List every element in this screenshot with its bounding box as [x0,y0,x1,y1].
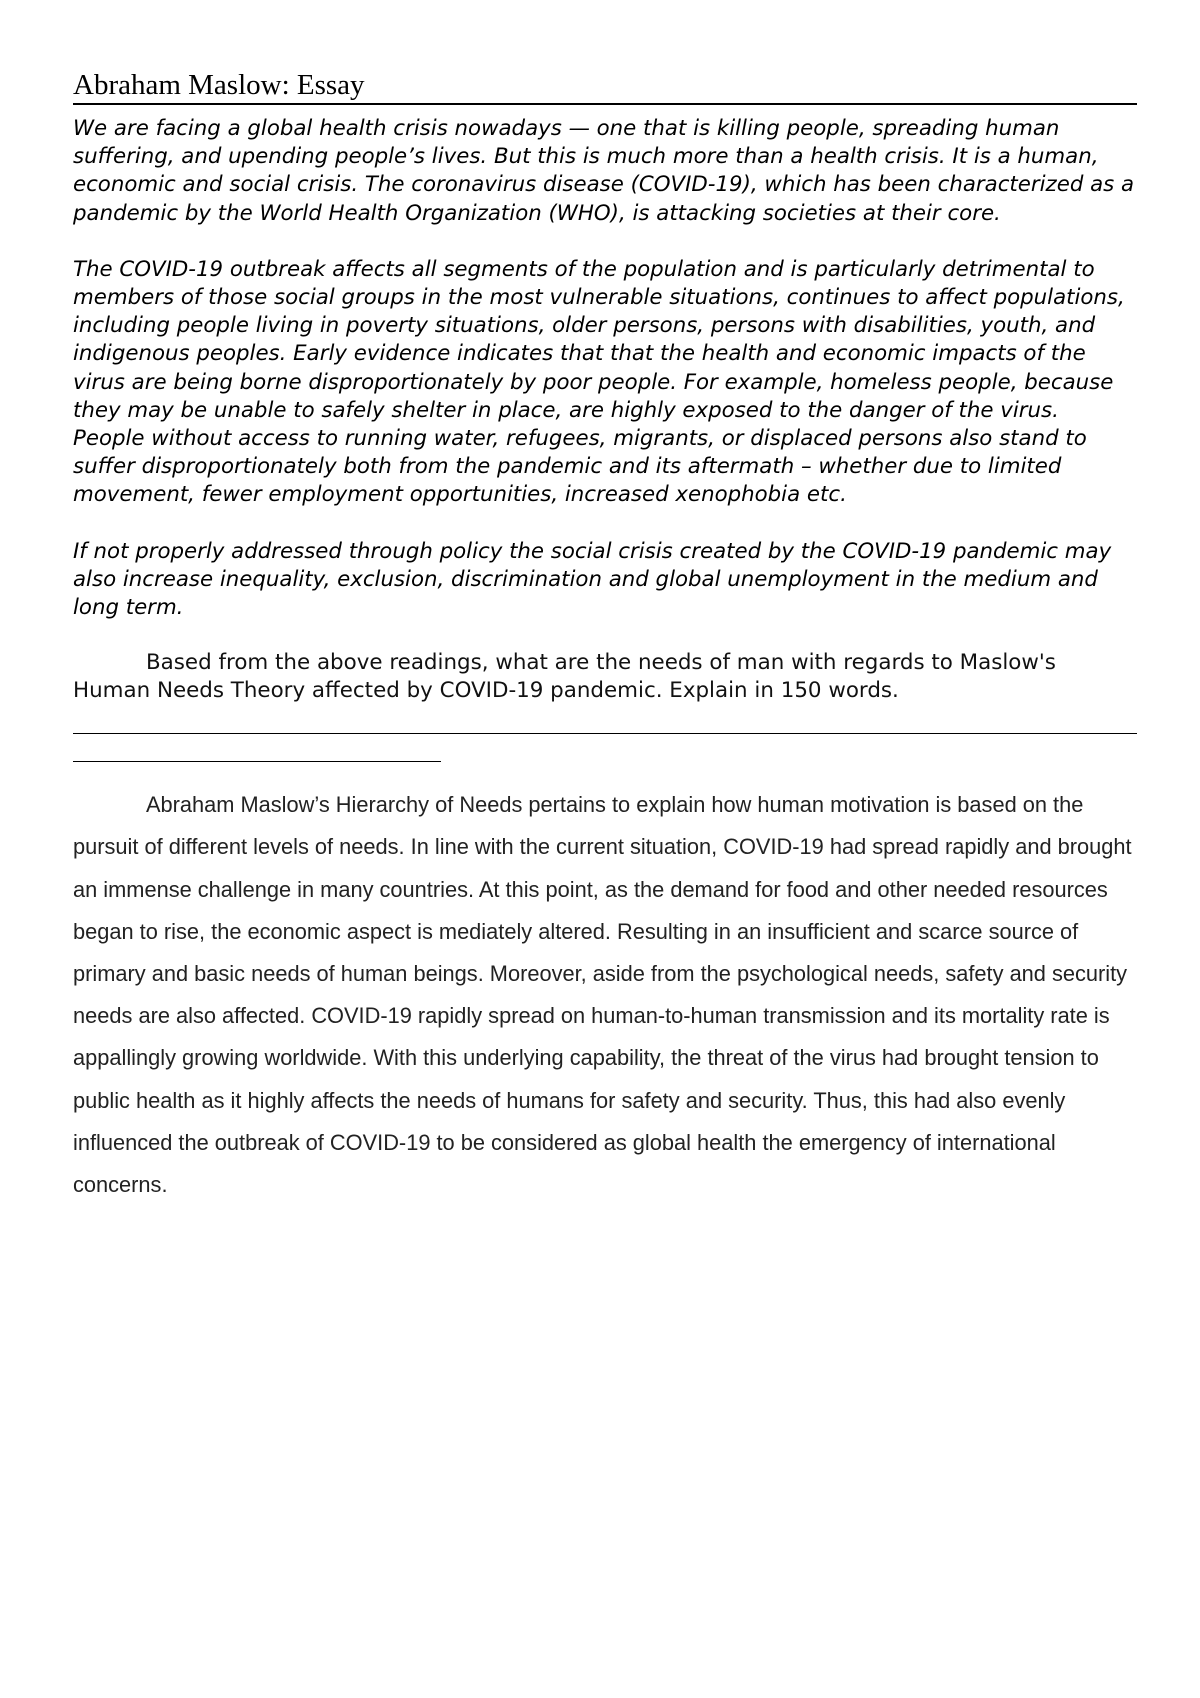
reading-paragraph-2: The COVID-19 outbreak affects all segments of the population and is particularly detrimental to members of those social groups in the most vulnerable situations, continues to affect populations, including people living in poverty situations, older persons, persons with disabilities, youth, and indigenous peoples. Early evidence indicates that that the health and economic impacts of the virus are being borne disproportionately by poor people. For example, homeless people, because they may be unable to safely shelter in place, are highly exposed to the danger of the virus. People without access to running water, refugees, migrants, or displaced persons also stand to suffer disproportionately both from the pandemic and its aftermath – whether due to limited movement, fewer employment opportunities, increased xenophobia etc. [73,256,1125,508]
document-page [73,68,1137,1206]
reading-paragraph-3: If not properly addressed through policy the social crisis created by the COVID-19 pandemic may also increase inequality, exclusion, discrimination and global unemployment in the medium and long term. [73,538,1112,621]
document-title: Abraham Maslow: Essay [73,68,1137,105]
answer-line-short [73,761,441,762]
answer-line-full [73,733,1137,734]
reading-paragraph-1: We are facing a global health crisis nowadays — one that is killing people, spreading human suffering, and upending people’s lives. But this is much more than a health crisis. It is a human, economic and social crisis. The coronavirus disease (COVID-19), which has been characterized as a pandemic by the World Health Organization (WHO), is attacking societies at their core. [73,116,1135,226]
essay-answer: Abraham Maslow’s Hierarchy of Needs pertains to explain how human motivation is based on the pursuit of different levels of needs. In line with the current situation, COVID-19 had spread rapidly and brought an immense challenge in many countries. At this point, as the demand for food and other needed resources began to rise, the economic aspect is mediately altered. Resulting in an insufficient and scarce source of primary and basic needs of human beings. Moreover, aside from the psychological needs, safety and security needs are also affected. COVID-19 rapidly spread on human-to-human transmission and its mortality rate is appallingly growing worldwide. With this underlying capability, the threat of the virus had brought tension to public health as it highly affects the needs of humans for safety and security. Thus, this had also evenly influenced the outbreak of COVID-19 to be considered as global health the emergency of international concerns. [73,792,1132,1198]
essay-question: Based from the above readings, what are the needs of man with regards to Maslow's Human Needs Theory affected by COVID-19 pandemic. Explain in 150 words. [73,650,1056,704]
